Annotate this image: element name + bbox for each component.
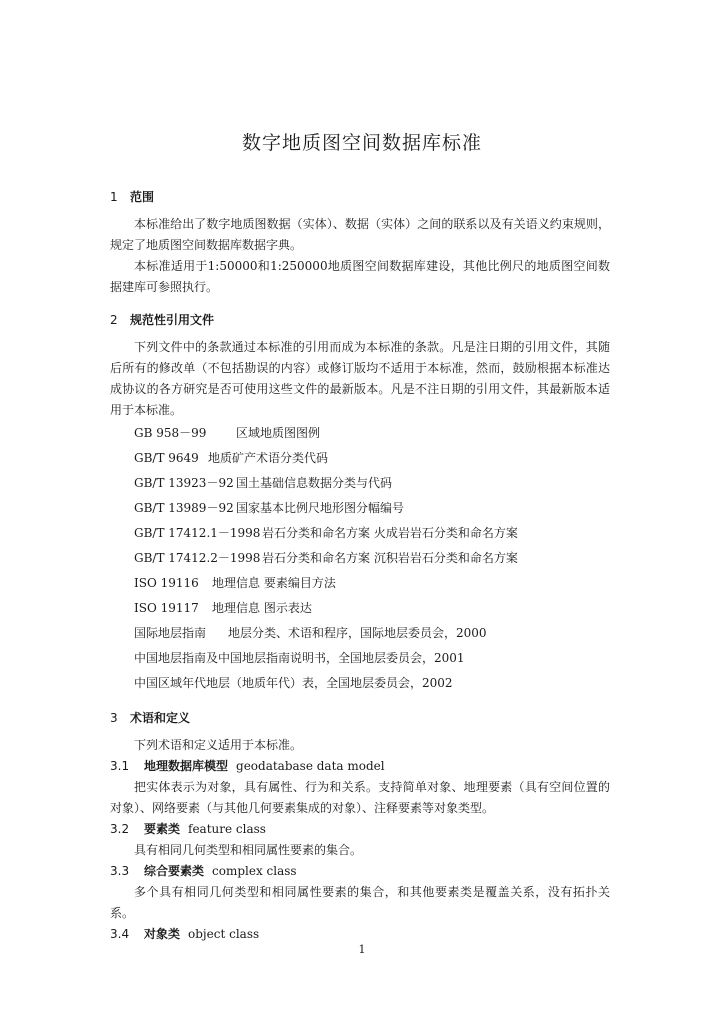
term-number: 3.3 xyxy=(110,864,130,878)
term-name-cn: 要素类 xyxy=(144,822,181,836)
reference-code: 国际地层指南 xyxy=(134,626,207,640)
term-number: 3.1 xyxy=(110,759,130,773)
reference-code: GB/T 9649 xyxy=(134,451,199,465)
reference-item xyxy=(110,621,610,646)
reference-title: 国土基础信息数据分类与代码 xyxy=(236,476,393,490)
term-name-cn: 综合要素类 xyxy=(144,864,205,878)
reference-code: ISO 19117 xyxy=(134,601,199,615)
reference-item xyxy=(110,496,610,521)
section-number: 2 xyxy=(110,313,118,327)
section-title: 术语和定义 xyxy=(130,711,191,725)
term-number: 3.2 xyxy=(110,822,130,836)
section-number: 1 xyxy=(110,190,118,204)
reference-title: 地质矿产术语分类代码 xyxy=(208,451,329,465)
term-name-en: feature class xyxy=(188,822,266,836)
reference-item xyxy=(110,421,610,446)
reference-title: 国家基本比例尺地形图分幅编号 xyxy=(236,501,405,515)
term-heading xyxy=(110,924,610,945)
section-1-heading xyxy=(110,187,610,207)
reference-item xyxy=(110,671,610,696)
reference-code: GB 958－99 xyxy=(134,426,207,440)
reference-code: GB/T 17412.2－1998 xyxy=(134,551,261,565)
reference-item xyxy=(110,646,610,671)
reference-code: GB/T 13989－92 xyxy=(134,501,234,515)
reference-title: 地层分类、术语和程序，国际地层委员会，2000 xyxy=(228,626,487,640)
reference-item xyxy=(110,471,610,496)
reference-item xyxy=(110,596,610,621)
reference-title: 岩石分类和命名方案 沉积岩岩石分类和命名方案 xyxy=(262,551,518,565)
reference-code: 中国区域年代地层（地质年代）表，全国地层委员会，2002 xyxy=(134,676,453,690)
reference-title: 地理信息 要素编目方法 xyxy=(212,576,336,590)
term-definition: 把实体表示为对象，具有属性、行为和关系。支持简单对象、地理要素（具有空间位置的对象）、网络要素（与其他几何要素集成的对象）、注释要素等对象类型。 xyxy=(110,780,610,815)
reference-list xyxy=(110,421,610,696)
section-2-heading xyxy=(110,310,610,330)
reference-item xyxy=(110,446,610,471)
paragraph: 本标准适用于1:50000和1:250000地质图空间数据库建设，其他比例尺的地质图空间数据建库可参照执行。 xyxy=(110,259,610,294)
term-definition: 具有相同几何类型和相同属性要素的集合。 xyxy=(134,843,363,857)
term-heading xyxy=(110,819,610,840)
term-definition: 多个具有相同几何类型和相同属性要素的集合，和其他要素类是覆盖关系，没有拓扑关系。 xyxy=(110,885,610,920)
reference-title: 地理信息 图示表达 xyxy=(212,601,312,615)
reference-code: GB/T 13923－92 xyxy=(134,476,234,490)
term-name-en: object class xyxy=(188,927,260,941)
term-name-cn: 地理数据库模型 xyxy=(144,759,229,773)
term-name-en: geodatabase data model xyxy=(236,759,385,773)
document-body xyxy=(110,187,610,945)
page-number: 1 xyxy=(358,943,366,956)
section-title: 规范性引用文件 xyxy=(130,313,215,327)
reference-title: 区域地质图图例 xyxy=(236,426,321,440)
reference-code: 中国地层指南及中国地层指南说明书，全国地层委员会，2001 xyxy=(134,651,465,665)
reference-code: ISO 19116 xyxy=(134,576,199,590)
reference-item xyxy=(110,521,610,546)
section-title: 范围 xyxy=(130,190,155,204)
paragraph: 下列文件中的条款通过本标准的引用而成为本标准的条款。凡是注日期的引用文件，其随后所有的修改单（不包括勘误的内容）或修订版均不适用于本标准，然而，鼓励根据本标准达成协议的各方研究是否可使用这些文件的最新版本。凡是不注日期的引用文件，其最新版本适用于本标准。 xyxy=(110,340,610,417)
term-heading xyxy=(110,756,610,777)
paragraph: 下列术语和定义适用于本标准。 xyxy=(134,738,303,752)
term-heading xyxy=(110,861,610,882)
section-number: 3 xyxy=(110,711,118,725)
paragraph: 本标准给出了数字地质图数据（实体）、数据（实体）之间的联系以及有关语义约束规则，规定了地质图空间数据库数据字典。 xyxy=(110,217,610,252)
term-name-en: complex class xyxy=(212,864,297,878)
reference-title: 岩石分类和命名方案 火成岩岩石分类和命名方案 xyxy=(262,526,518,540)
reference-item xyxy=(110,546,610,571)
section-3-heading xyxy=(110,708,610,728)
reference-item xyxy=(110,571,610,596)
reference-code: GB/T 17412.1－1998 xyxy=(134,526,261,540)
term-name-cn: 对象类 xyxy=(144,927,181,941)
page-title: 数字地质图空间数据库标准 xyxy=(241,132,482,154)
term-number: 3.4 xyxy=(110,927,130,941)
